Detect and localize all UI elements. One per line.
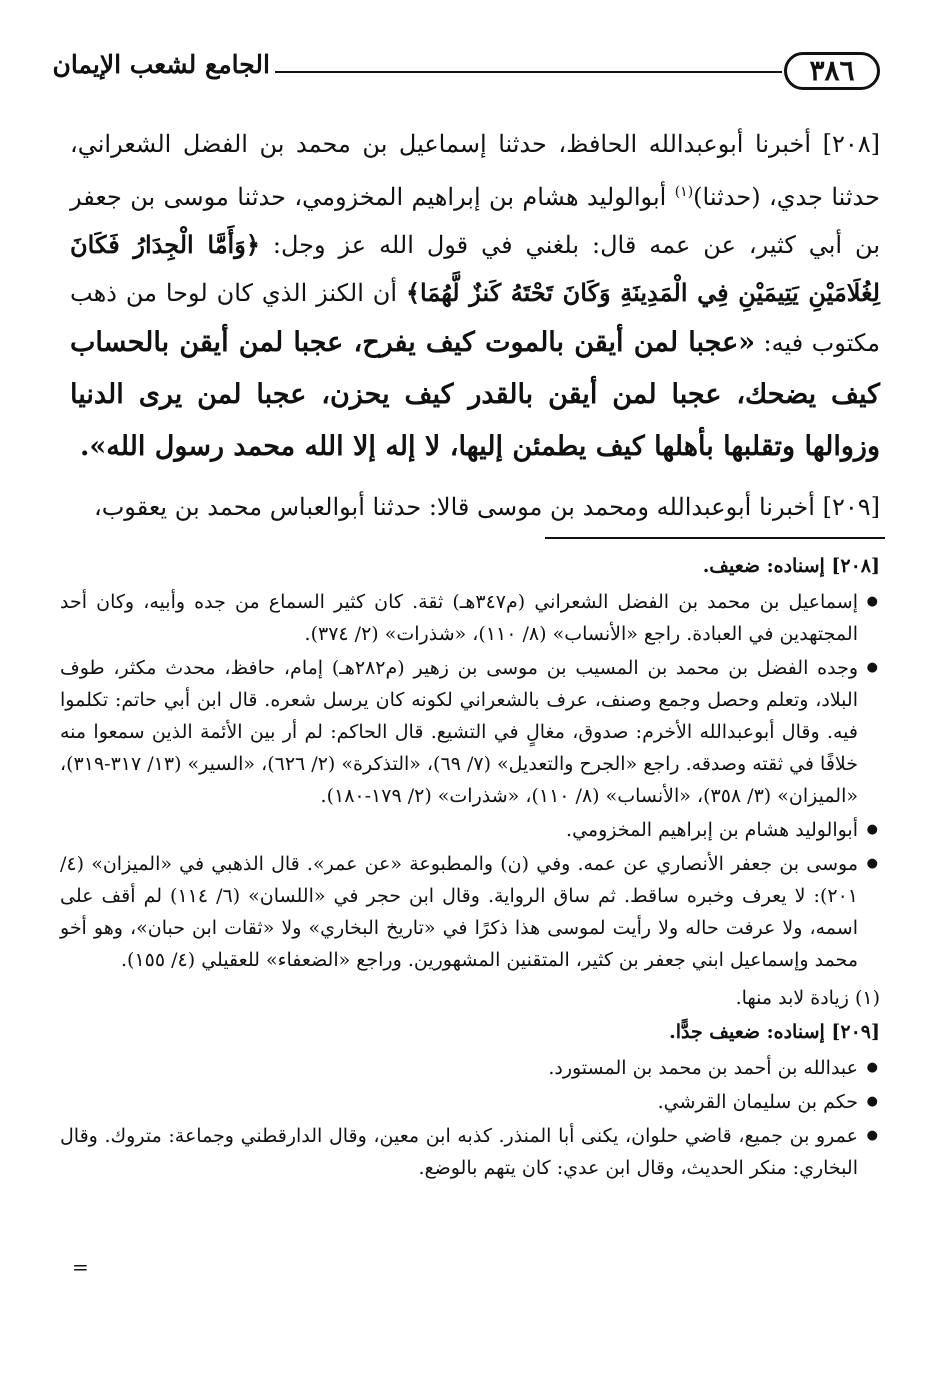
hadith-208 xyxy=(70,120,880,473)
footnote-1: (١) زيادة لابد منها. xyxy=(735,987,880,1009)
quran-verse: ﴿وَأَمَّا الْجِدَارُ فَكَانَ لِغُلَامَيْنِ يَتِيمَيْنِ فِي الْمَدِينَةِ وَكَانَ تَحْتَهُ كَنزٌ لَّهُمَا﴾ xyxy=(70,230,880,307)
header-rule xyxy=(275,71,782,73)
hadith-number: [٢٠٩] xyxy=(822,493,880,521)
note-list xyxy=(60,586,880,976)
hadith-text: أخبرنا أبوعبدالله الحافظ، حدثنا إسماعيل بن محمد بن الفضل الشعراني، حدثنا جدي، (حدثنا) xyxy=(70,130,880,211)
hadith-text: أن الكنز الذي كان لوحا من ذهب مكتوب فيه: xyxy=(70,279,880,357)
note-list xyxy=(60,1052,880,1184)
note-item: ● وجده الفضل بن محمد بن المسيب بن موسى بن زهير (م٢٨٢هـ) إمام، حافظ، محدث مكثر، طوف البلاد، وتعلم وحصل وجمع وصنف، عرف بالشعراني لكونه كان يرسل شعره. قال ابن أبي حاتم: تكلموا فيه. وقال أبوعبدالله الأخرم: صدوق، مغالٍ في التشيع. قال الحاكم: لم أر بين الأئمة الذين سمعوا منه خلافًا في ثقته وصدقه. راجع «الجرح والتعديل» (٧/ ٦٩)، «التذكرة» (٢/ ٦٢٦)، «السير» (١٣/ ٣١٧-٣١٩)، «الميزان» (٣/ ٣٥٨)، «الأنساب» (٨/ ١١٠)، «شذرات» (٢/ ١٧٩-١٨٠). xyxy=(60,652,880,812)
footnotes xyxy=(60,548,880,1186)
page-number: ٣٨٦ xyxy=(784,52,880,90)
page-header xyxy=(52,48,880,96)
note-item: ● عبدالله بن أحمد بن محمد بن المستورد. xyxy=(60,1052,880,1084)
hadith-text: أخبرنا أبوعبدالله ومحمد بن موسى قالا: حدثنا أبوالعباس محمد بن يعقوب، xyxy=(93,493,815,521)
footnote-divider xyxy=(545,537,885,539)
note-heading: [٢٠٩] إسناده: ضعيف جدًّا. xyxy=(669,1021,880,1043)
footnote-ref: (١) xyxy=(674,184,694,200)
note-item: ● أبوالوليد هشام بن إبراهيم المخزومي. xyxy=(60,814,880,846)
hadith-209 xyxy=(70,483,880,531)
hadith-number: [٢٠٨] xyxy=(822,130,880,158)
main-text xyxy=(70,120,880,531)
book-title: الجامع لشعب الإيمان xyxy=(52,50,270,79)
hadith-text: أبوالوليد هشام بن إبراهيم المخزومي، حدثنا موسى بن جعفر بن أبي كثير، عن عمه قال: بلغني في قول الله عز وجل: xyxy=(70,183,880,259)
tablet-inscription: «عجبا لمن أيقن بالموت كيف يفرح، عجبا لمن أيقن بالحساب كيف يضحك، عجبا لمن أيقن بالقدر كيف يحزن، عجبا لمن يرى الدنيا وزوالها وتقلبها بأهلها كيف يطمئن إليها، لا إله إلا الله محمد رسول الله». xyxy=(70,327,880,462)
note-item: ● إسماعيل بن محمد بن الفضل الشعراني (م٣٤٧هـ) ثقة. كان كثير السماع من جده وأبيه، وكان أحد المجتهدين في العبادة. راجع «الأنساب» (٨/ ١١٠)، «شذرات» (٢/ ٣٧٤). xyxy=(60,586,880,650)
note-heading: [٢٠٨] إسناده: ضعيف. xyxy=(702,555,880,577)
note-item: ● حكم بن سليمان القرشي. xyxy=(60,1086,880,1118)
continuation-mark: = xyxy=(72,1255,89,1279)
note-item: ● عمرو بن جميع، قاضي حلوان، يكنى أبا المنذر. كذبه ابن معين، وقال الدارقطني وجماعة: متروك. وقال البخاري: منكر الحديث، وقال ابن عدي: كان يتهم بالوضع. xyxy=(60,1120,880,1184)
note-item: ● موسى بن جعفر الأنصاري عن عمه. وفي (ن) والمطبوعة «عن عمر». قال الذهبي في «الميزان» (٤/ ٢٠١): لا يعرف وخبره ساقط. ثم ساق الرواية. وقال ابن حجر في «اللسان» (٦/ ١١٤) لم أقف على اسمه، ولا عرفت حاله ولا رأيت لموسى هذا ذكرًا في «تاريخ البخاري» ولا «ثقات ابن حبان»، وهو أخو محمد وإسماعيل ابني جعفر بن كثير، المتقنين المشهورين. وراجع «الضعفاء» للعقيلي (٤/ ١٥٥). xyxy=(60,848,880,976)
